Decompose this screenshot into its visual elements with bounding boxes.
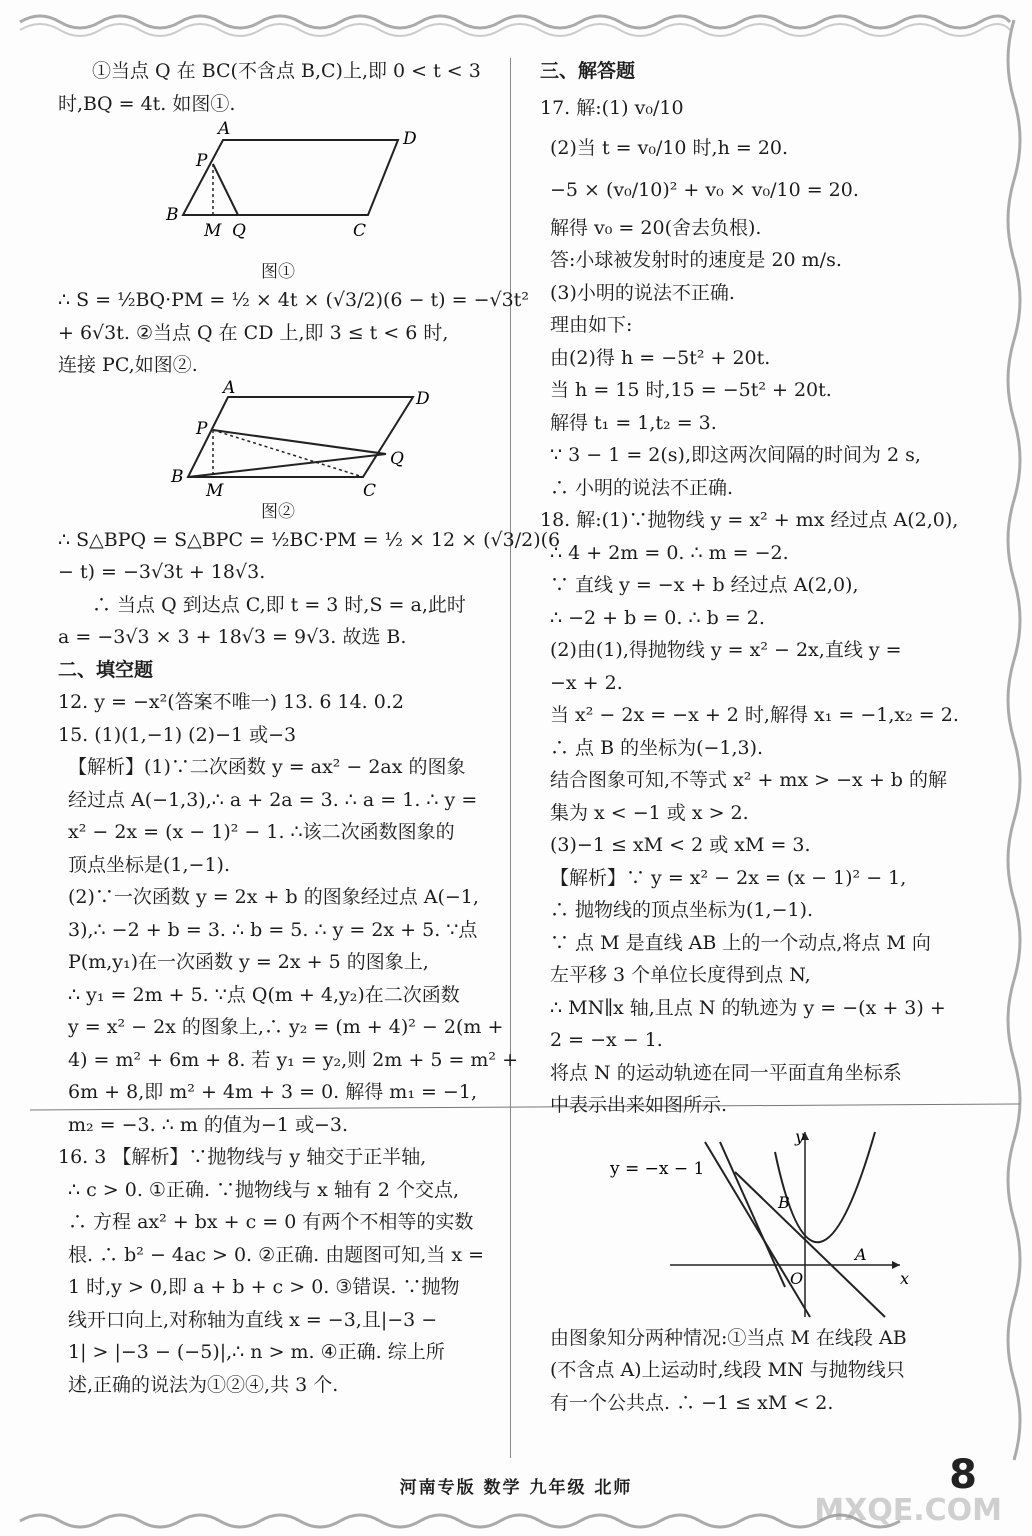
text-line: 理由如下:: [550, 314, 633, 336]
line-equation-label: y = −x − 1: [610, 1158, 705, 1179]
text-line: ∴ S = ½BQ·PM = ½ × 4t × (√3/2)(6 − t) = −√3t²: [58, 289, 529, 311]
text-line: 当 h = 15 时,15 = −5t² + 20t.: [550, 379, 832, 401]
text-line: ∵ 直线 y = −x + b 经过点 A(2,0),: [550, 574, 859, 596]
text-line: 4) = m² + 6m + 8. 若 y₁ = y₂,则 2m + 5 = m² +: [68, 1048, 519, 1071]
text-line: 解得 t₁ = 1,t₂ = 3.: [550, 411, 717, 434]
text-line: 结合图象可知,不等式 x² + mx > −x + b 的解: [550, 769, 947, 791]
text-line: 1| > |−3 − (−5)|,∴ n > m. ④正确. 综上所: [68, 1341, 445, 1363]
text-line: 12. y = −x²(答案不唯一) 13. 6 14. 0.2: [58, 691, 404, 713]
label-B: B: [171, 466, 184, 487]
column-divider: [510, 58, 511, 1458]
top-decorative-border: [0, 0, 1032, 40]
figure-1-parallelogram: [128, 120, 428, 260]
text-line: 述,正确的说法为①②④,共 3 个.: [68, 1373, 339, 1396]
text-line: 16. 3 【解析】∵抛物线与 y 轴交于正半轴,: [58, 1146, 427, 1168]
text-line: 集为 x < −1 或 x > 2.: [550, 801, 749, 824]
figure-parabola-graph: [610, 1122, 910, 1322]
text-line: ∴ y₁ = 2m + 5. ∵点 Q(m + 4,y₂)在二次函数: [68, 983, 460, 1006]
label-M: M: [206, 480, 224, 501]
text-line: 经过点 A(−1,3),∴ a + 2a = 3. ∴ a = 1. ∴ y =: [68, 788, 478, 811]
label-D: D: [416, 388, 430, 409]
text-line: 18. 解:(1)∵抛物线 y = x² + mx 经过点 A(2,0),: [540, 509, 959, 531]
text-line: ∴ 点 B 的坐标为(−1,3).: [550, 736, 764, 759]
text-line: + 6√3t. ②当点 Q 在 CD 上,即 3 ≤ t < 6 时,: [58, 321, 449, 344]
text-line: 有一个公共点. ∴ −1 ≤ xM < 2.: [550, 1391, 834, 1414]
text-line: 17. 解:(1) v₀/10: [540, 96, 684, 119]
section-heading: 二、填空题: [58, 658, 154, 681]
text-line: 15. (1)(1,−1) (2)−1 或−3: [58, 723, 297, 746]
text-line: ∴ 抛物线的顶点坐标为(1,−1).: [550, 899, 814, 921]
label-A: A: [223, 377, 236, 398]
text-line: 6m + 8,即 m² + 4m + 3 = 0. 解得 m₁ = −1,: [68, 1081, 477, 1103]
text-line: P(m,y₁)在一次函数 y = 2x + 5 的图象上,: [68, 951, 429, 973]
text-line: 【解析】∵ y = x² − 2x = (x − 1)² − 1,: [550, 866, 907, 889]
text-line: y = x² − 2x 的图象上,∴ y₂ = (m + 4)² − 2(m +: [68, 1016, 504, 1038]
label-Q: Q: [390, 448, 404, 469]
label-B: B: [166, 205, 179, 225]
label-x: x: [900, 1268, 910, 1288]
text-line: ①当点 Q 在 BC(不含点 B,C)上,即 0 < t < 3: [92, 60, 481, 82]
text-line: ∴ c > 0. ①正确. ∵抛物线与 x 轴有 2 个交点,: [68, 1178, 460, 1201]
right-column: [540, 55, 980, 1419]
label-B: B: [778, 1192, 790, 1212]
text-line: (2)∵一次函数 y = 2x + b 的图象经过点 A(−1,: [68, 886, 479, 908]
text-line: 根. ∴ b² − 4ac > 0. ②正确. 由题图可知,当 x =: [68, 1243, 484, 1266]
label-P: P: [196, 151, 208, 171]
text-line: − t) = −3√3t + 18√3.: [58, 561, 266, 583]
text-line: 由(2)得 h = −5t² + 20t.: [550, 346, 771, 369]
text-line: 解得 v₀ = 20(舍去负根).: [550, 216, 762, 239]
text-line: 将点 N 的运动轨迹在同一平面直角坐标系: [550, 1061, 902, 1084]
text-line: x² − 2x = (x − 1)² − 1. ∴该二次函数图象的: [68, 821, 455, 843]
figure-2-caption: 图②: [261, 501, 295, 522]
text-line: ∴ S△BPQ = S△BPC = ½BC·PM = ½ × 12 × (√3/2)(6: [58, 528, 561, 551]
label-C: C: [363, 480, 377, 501]
text-line: 由图象知分两种情况:①当点 M 在线段 AB: [550, 1326, 907, 1349]
text-line: 中表示出来如图所示.: [550, 1094, 728, 1116]
text-line: −5 × (v₀/10)² + v₀ × v₀/10 = 20.: [550, 178, 859, 201]
text-line: a = −3√3 × 3 + 18√3 = 9√3. 故选 B.: [58, 626, 407, 648]
text-line: ∴ 小明的说法不正确.: [550, 476, 734, 499]
label-P: P: [196, 418, 208, 439]
text-line: 当 x² − 2x = −x + 2 时,解得 x₁ = −1,x₂ = 2.: [550, 704, 959, 726]
text-line: ∵ 点 M 是直线 AB 上的一个动点,将点 M 向: [550, 931, 931, 954]
figure-2-parallelogram: [128, 377, 430, 501]
text-line: 顶点坐标是(1,−1).: [68, 853, 231, 876]
text-line: (2)由(1),得抛物线 y = x² − 2x,直线 y =: [550, 639, 902, 661]
label-y: y: [795, 1126, 805, 1146]
label-A: A: [218, 119, 231, 139]
text-line: 1 时,y > 0,即 a + b + c > 0. ③错误. ∵抛物: [68, 1276, 460, 1298]
text-line: ∴ MN∥x 轴,且点 N 的轨迹为 y = −(x + 3) +: [550, 996, 946, 1019]
label-O: O: [790, 1268, 804, 1288]
text-line: (3)−1 ≤ xM < 2 或 xM = 3.: [550, 834, 811, 856]
text-line: (2)当 t = v₀/10 时,h = 20.: [550, 136, 789, 159]
text-line: (不含点 A)上运动时,线段 MN 与抛物线只: [550, 1359, 905, 1381]
text-line: m₂ = −3. ∴ m 的值为−1 或−3.: [68, 1113, 348, 1136]
text-line: ∴ 4 + 2m = 0. ∴ m = −2.: [550, 541, 789, 564]
text-line: ∴ 方程 ax² + bx + c = 0 有两个不相等的实数: [68, 1211, 474, 1233]
text-line: (3)小明的说法不正确.: [550, 281, 735, 304]
label-M: M: [204, 221, 222, 241]
text-line: 时,BQ = 4t. 如图①.: [58, 92, 236, 115]
right-decorative-border: [992, 0, 1032, 1536]
text-line: 左平移 3 个单位长度得到点 N,: [550, 964, 811, 986]
figure-1-caption: 图①: [261, 262, 295, 282]
text-line: 2 = −x − 1.: [550, 1029, 663, 1051]
label-C: C: [353, 221, 367, 241]
text-line: 连接 PC,如图②.: [58, 354, 198, 376]
label-A: A: [855, 1244, 867, 1264]
section-heading: 三、解答题: [540, 60, 636, 82]
page-footer: 河南专版 数学 九年级 北师: [399, 1478, 633, 1498]
text-line: ∴ −2 + b = 0. ∴ b = 2.: [550, 606, 765, 629]
left-column: [58, 55, 561, 1401]
text-line: 线开口向上,对称轴为直线 x = −3,且|−3 −: [68, 1308, 438, 1331]
text-line: ∴ 当点 Q 到达点 C,即 t = 3 时,S = a,此时: [92, 593, 466, 616]
text-line: 3),∴ −2 + b = 3. ∴ b = 5. ∴ y = 2x + 5. ∵点: [68, 918, 478, 941]
label-D: D: [403, 129, 417, 149]
label-Q: Q: [232, 221, 246, 241]
watermark: MXQE.COM: [814, 1493, 1002, 1528]
text-line: 答:小球被发射时的速度是 20 m/s.: [550, 249, 842, 271]
text-line: −x + 2.: [550, 671, 623, 694]
page-number: 8: [949, 1452, 977, 1498]
text-line: ∵ 3 − 1 = 2(s),即这两次间隔的时间为 2 s,: [550, 444, 921, 466]
text-line: 【解析】(1)∵二次函数 y = ax² − 2ax 的图象: [68, 756, 466, 778]
